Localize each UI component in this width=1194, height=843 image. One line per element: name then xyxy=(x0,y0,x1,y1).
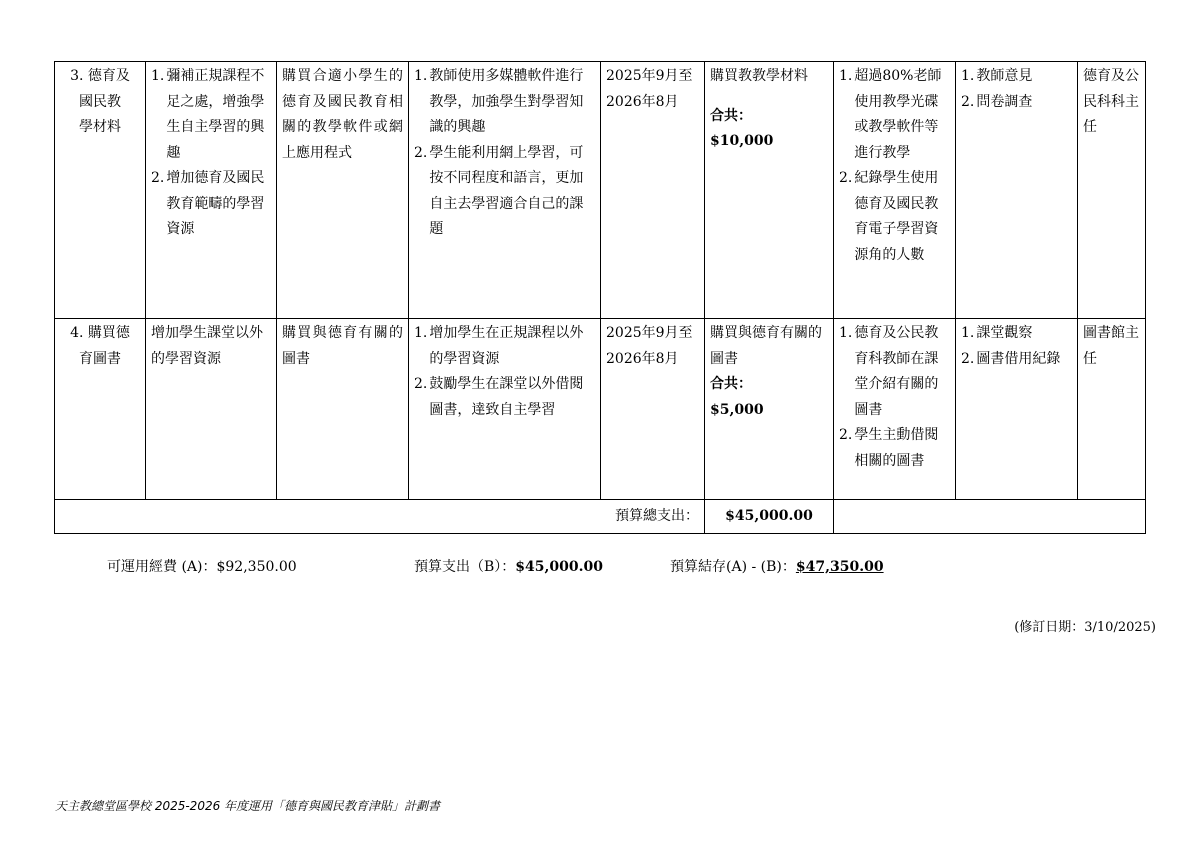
indicators-cell xyxy=(834,62,956,319)
list-item: 2. 圖書借用紀錄 xyxy=(961,350,1061,367)
total-value: $45,000.00 xyxy=(705,500,834,534)
available-label: 可運用經費 (A)： xyxy=(107,559,217,575)
responsible-text: 圖書館主任 xyxy=(1083,325,1139,367)
expense-value: $45,000.00 xyxy=(515,559,603,575)
budget-cell xyxy=(705,62,834,319)
expense-label: 預算支出（B）： xyxy=(414,559,516,575)
evaluation-cell xyxy=(956,62,1078,319)
list-item: 1. 教師意見 xyxy=(961,68,1033,84)
objectives-cell xyxy=(146,62,277,319)
list-item: 1. 德育及公民教育科教師在課堂介紹有關的圖書 xyxy=(839,325,939,418)
outcomes-cell xyxy=(409,62,601,319)
table-row xyxy=(55,319,1146,500)
list-item: 1. 教師使用多媒體軟件進行教學，加強學生對學習知識的興趣 xyxy=(414,68,584,135)
list-item: 2. 鼓勵學生在課堂以外借閱圖書，達致自主學習 xyxy=(414,376,584,418)
list-item: 1. 增加學生在正規課程以外的學習資源 xyxy=(414,325,584,367)
content-text: 購買合適小學生的德育及國民教育相關的教學軟件或網上應用程式 xyxy=(282,68,403,161)
budget-desc: 購買教教學材料 xyxy=(710,68,808,84)
balance-label: 預算結存(A) - (B)： xyxy=(670,559,796,575)
table-row xyxy=(55,62,1146,319)
budget-total-label: 合共： xyxy=(710,376,752,392)
budget-total: $5,000 xyxy=(710,401,764,418)
budget-cell xyxy=(705,319,834,500)
responsible-cell xyxy=(1078,62,1146,319)
list-item: 2. 學生主動借閱相關的圖書 xyxy=(839,427,939,469)
outcomes-cell xyxy=(409,319,601,500)
indicators-cell xyxy=(834,319,956,500)
revision-date: (修訂日期：3/10/2025) xyxy=(1014,620,1156,635)
total-empty-cell xyxy=(834,500,1146,534)
available-funds xyxy=(107,556,297,576)
budget-total: $10,000 xyxy=(710,133,774,149)
content-cell xyxy=(277,62,409,319)
objectives-text: 增加學生課堂以外的學習資源 xyxy=(151,325,263,367)
list-item: 1. 課堂觀察 xyxy=(961,325,1033,341)
evaluation-cell xyxy=(956,319,1078,500)
total-row xyxy=(55,500,1146,534)
footer-text: 天主教總堂區學校 2025-2026 年度運用「德育與國民教育津貼」計劃書 xyxy=(55,799,441,813)
total-label: 預算總支出： xyxy=(55,500,705,534)
budget-expense xyxy=(414,556,603,576)
content-cell xyxy=(277,319,409,500)
content-text: 購買與德育有關的圖書 xyxy=(282,325,403,367)
available-value: $92,350.00 xyxy=(216,559,297,575)
item-cell xyxy=(55,62,146,319)
list-item: 2. 問卷調查 xyxy=(961,93,1033,110)
item-line: 國民教 xyxy=(79,93,121,110)
period-cell xyxy=(601,319,705,500)
list-item: 2. 學生能利用網上學習，可按不同程度和語言，更加自主去學習適合自己的課題 xyxy=(414,144,584,237)
item-line: 4. 購買德 xyxy=(70,325,130,341)
budget-balance xyxy=(670,556,884,576)
responsible-text: 德育及公民科科主任 xyxy=(1083,68,1139,135)
budget-desc: 購買與德育有關的圖書 xyxy=(710,325,822,367)
item-line: 育圖書 xyxy=(79,350,121,367)
balance-value: $47,350.00 xyxy=(795,559,884,575)
item-cell xyxy=(55,319,146,500)
item-line: 學材料 xyxy=(79,119,121,135)
item-line: 3. 德育及 xyxy=(70,68,130,84)
list-item: 2. 紀錄學生使用德育及國民教育電子學習資源角的人數 xyxy=(839,170,939,263)
period-cell xyxy=(601,62,705,319)
responsible-cell xyxy=(1078,319,1146,500)
list-item: 2. 增加德育及國民教育範疇的學習資源 xyxy=(151,170,265,237)
period-text: 2025年9月至2026年8月 xyxy=(606,325,693,367)
list-item: 1. 彌補正規課程不足之處，增強學生自主學習的興趣 xyxy=(151,68,265,161)
budget-total-label: 合共： xyxy=(710,107,752,124)
budget-plan-table xyxy=(54,61,1146,534)
objectives-cell xyxy=(146,319,277,500)
list-item: 1. 超過80%老師使用教學光碟或教學軟件等進行教學 xyxy=(839,68,942,161)
period-text: 2025年9月至2026年8月 xyxy=(606,68,693,110)
